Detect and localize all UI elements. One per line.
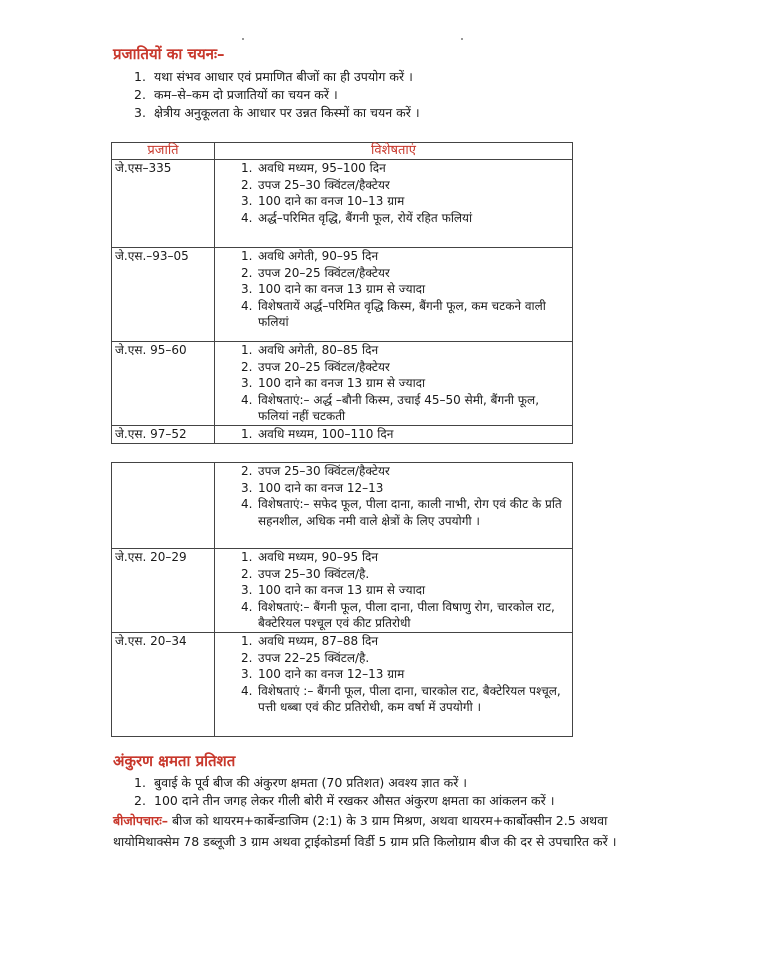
feature-item xyxy=(241,566,572,583)
feature-item xyxy=(241,298,572,331)
item-number: 1. xyxy=(241,249,253,263)
variety-cell: जे.एस. 95–60 xyxy=(112,342,215,426)
feature-item xyxy=(241,392,572,425)
item-number: 3. xyxy=(134,105,146,120)
feature-item xyxy=(241,210,572,227)
selection-item xyxy=(134,68,420,86)
item-text: उपज 25–30 क्विंटल/हैक्टेयर xyxy=(258,464,390,478)
feature-item xyxy=(241,359,572,376)
variety-table-continued xyxy=(111,462,573,737)
item-text: कम–से–कम दो प्रजातियों का चयन करें । xyxy=(154,87,338,102)
features-list xyxy=(215,248,572,331)
feature-item xyxy=(241,650,572,667)
selection-item xyxy=(134,104,420,122)
germination-item xyxy=(134,774,555,792)
item-number: 2. xyxy=(241,566,253,581)
item-number: 4. xyxy=(241,497,253,511)
features-list xyxy=(215,160,572,226)
item-text: विशेषताएं:– अर्द्ध –बौनी किस्म, उचाई 45–50 सेमी, बैंगनी फूल, फलियां नहीं चटकती xyxy=(258,392,540,423)
item-number: 4. xyxy=(241,298,253,313)
feature-item xyxy=(241,177,572,194)
feature-item xyxy=(241,193,572,210)
variety-cell: जे.एस. 20–34 xyxy=(112,633,215,737)
item-number: 4. xyxy=(241,599,253,614)
features-list xyxy=(215,549,572,632)
item-number: 1. xyxy=(241,427,253,441)
feature-item xyxy=(241,160,572,177)
table-row xyxy=(112,426,573,444)
item-text: 100 दाने का वनज 12–13 xyxy=(258,480,384,495)
item-number: 1. xyxy=(134,69,146,84)
seed-treatment-text: बीज को थायरम+कार्बेन्डाजिम (2:1) के 3 ग्राम मिश्रण, अथवा थायरम+कार्बोक्सीन 2.5 अथवा थायोमिथाक्सेम 78 डब्लूजी 3 ग्राम अथवा ट्राईकोडर्मा विर्डी 5 ग्राम प्रति किलोग्राम बीज की दर से उपचारित करें । xyxy=(113,813,617,849)
selection-list xyxy=(134,68,420,122)
item-text: 100 दाने का वनज 10–13 ग्राम xyxy=(258,194,405,208)
features-cell xyxy=(215,342,573,426)
item-text: 100 दाने का वनज 13 ग्राम से ज्यादा xyxy=(258,583,426,597)
feature-item xyxy=(241,281,572,298)
item-number: 1. xyxy=(241,634,253,648)
item-text: 100 दाने का वनज 13 ग्राम से ज्यादा xyxy=(258,376,426,390)
features-list xyxy=(215,426,572,443)
header-features: विशेषताएं xyxy=(215,143,573,160)
features-list xyxy=(215,342,572,425)
variety-cell: जे.एस. 97–52 xyxy=(112,426,215,444)
feature-item xyxy=(241,248,572,265)
feature-item xyxy=(241,582,572,599)
item-text: उपज 22–25 क्विंटल/है. xyxy=(258,650,370,665)
feature-item xyxy=(241,375,572,392)
item-text: अवधि मध्यम, 100–110 दिन xyxy=(258,427,394,441)
item-text: विशेषताएं:– बैंगनी फूल, पीला दाना, पीला विषाणु रोग, चारकोल राट, बैक्टेरियल पश्चूल एवं कीट प्रतिरोधी xyxy=(258,599,555,630)
item-number: 2. xyxy=(134,793,146,808)
item-text: अवधि मध्यम, 95–100 दिन xyxy=(258,161,386,175)
feature-item xyxy=(241,633,572,650)
feature-item xyxy=(241,496,572,529)
item-text: उपज 20–25 क्विंटल/हैक्टेयर xyxy=(258,265,390,280)
feature-item xyxy=(241,265,572,282)
item-number: 3. xyxy=(241,583,253,597)
features-cell xyxy=(215,248,573,342)
table-row xyxy=(112,463,573,549)
item-number: 2. xyxy=(134,87,146,102)
item-number: 4. xyxy=(241,683,253,698)
feature-item xyxy=(241,683,572,716)
feature-item xyxy=(241,342,572,359)
item-text: विशेषताएं:– सफेद फूल, पीला दाना, काली नाभी, रोग एवं कीट के प्रति सहनशील, अधिक नमी वाले क्षेत्रों के लिए उपयोगी । xyxy=(258,497,562,528)
variety-cell: जे.एस–335 xyxy=(112,160,215,248)
item-number: 1. xyxy=(241,550,253,564)
scan-dot xyxy=(461,38,463,40)
item-text: अवधि अगेती, 80–85 दिन xyxy=(258,343,379,357)
germination-heading: अंकुरण क्षमता प्रतिशत xyxy=(113,752,236,770)
variety-cell: जे.एस.–93–05 xyxy=(112,248,215,342)
item-text: उपज 25–30 क्विंटल/है. xyxy=(258,566,370,581)
item-text: 100 दाने का वनज 12–13 ग्राम xyxy=(258,667,405,681)
item-number: 2. xyxy=(241,650,253,665)
item-text: यथा संभव आधार एवं प्रमाणित बीजों का ही उपयोग करें । xyxy=(154,69,413,84)
variety-cell: जे.एस. 20–29 xyxy=(112,549,215,633)
item-number: 4. xyxy=(241,210,253,225)
feature-item xyxy=(241,480,572,497)
germination-item xyxy=(134,792,555,810)
feature-item xyxy=(241,549,572,566)
item-number: 2. xyxy=(241,265,253,280)
item-text: बुवाई के पूर्व बीज की अंकुरण क्षमता (70 प्रतिशत) अवश्य ज्ञात करें । xyxy=(154,775,468,790)
features-cell xyxy=(215,463,573,549)
features-list xyxy=(215,633,572,716)
selection-item xyxy=(134,86,420,104)
item-number: 1. xyxy=(241,343,253,357)
table-row xyxy=(112,342,573,426)
item-text: 100 दाने तीन जगह लेकर गीली बोरी में रखकर औसत अंकुरण क्षमता का आंकलन करें । xyxy=(154,793,555,808)
table-row xyxy=(112,248,573,342)
item-number: 2. xyxy=(241,177,253,192)
header-variety: प्रजाति xyxy=(112,143,215,160)
item-text: उपज 25–30 क्विंटल/हैक्टेयर xyxy=(258,177,390,192)
variety-table xyxy=(111,142,573,444)
feature-item xyxy=(241,599,572,632)
item-text: अवधि मध्यम, 90–95 दिन xyxy=(258,550,379,564)
seed-treatment-label: बीजोपचारः– xyxy=(113,813,169,828)
item-text: अर्द्ध–परिमित वृद्धि, बैंगनी फूल, रोयें रहित फलियां xyxy=(258,210,473,225)
selection-heading: प्रजातियों का चयनः– xyxy=(113,45,225,63)
feature-item xyxy=(241,463,572,480)
features-cell xyxy=(215,160,573,248)
item-text: विशेषताएं :– बैंगनी फूल, पीला दाना, चारकोल राट, बैक्टेरियल पश्चूल, पत्ती धब्बा एवं कीट प्रतिरोधी, कम वर्षा में उपयोगी । xyxy=(258,683,561,714)
features-cell xyxy=(215,633,573,737)
features-cell xyxy=(215,426,573,444)
item-number: 3. xyxy=(241,282,253,296)
variety-cell xyxy=(112,463,215,549)
item-number: 3. xyxy=(241,376,253,390)
table-row xyxy=(112,549,573,633)
germination-list xyxy=(134,774,555,810)
item-number: 3. xyxy=(241,480,253,495)
item-number: 1. xyxy=(134,775,146,790)
item-number: 4. xyxy=(241,392,253,407)
seed-treatment-paragraph xyxy=(113,810,623,852)
item-number: 3. xyxy=(241,194,253,208)
scan-dot xyxy=(242,38,244,40)
item-number: 1. xyxy=(241,161,253,175)
features-list xyxy=(215,463,572,529)
item-text: अवधि मध्यम, 87–88 दिन xyxy=(258,634,379,648)
item-number: 2. xyxy=(241,464,253,478)
item-number: 3. xyxy=(241,667,253,681)
table-row xyxy=(112,633,573,737)
table-row xyxy=(112,160,573,248)
item-text: अवधि अगेती, 90–95 दिन xyxy=(258,249,379,263)
item-text: विशेषतायें अर्द्ध–परिमित वृद्धि किस्म, बैंगनी फूल, कम चटकने वाली फलियां xyxy=(258,298,546,329)
item-number: 2. xyxy=(241,359,253,374)
item-text: क्षेत्रीय अनुकूलता के आधार पर उन्नत किस्मों का चयन करें । xyxy=(154,105,420,120)
feature-item xyxy=(241,666,572,683)
item-text: 100 दाने का वनज 13 ग्राम से ज्यादा xyxy=(258,282,426,296)
features-cell xyxy=(215,549,573,633)
item-text: उपज 20–25 क्विंटल/हैक्टेयर xyxy=(258,359,390,374)
feature-item xyxy=(241,426,572,443)
